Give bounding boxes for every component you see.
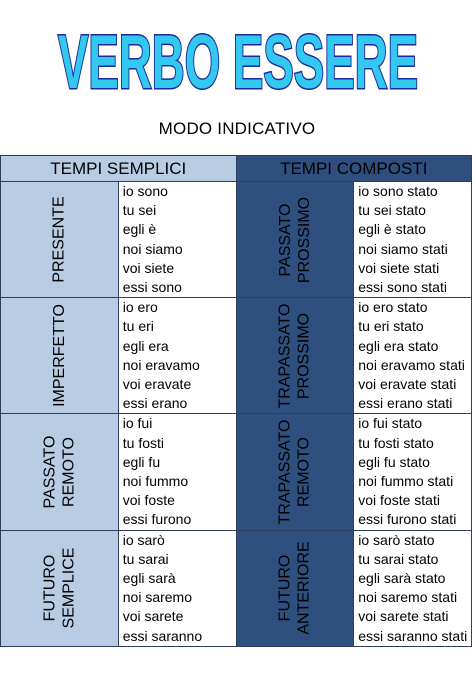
simple-tense-form: egli è: [122, 221, 157, 238]
simple-tense-form: voi sarete: [122, 608, 184, 625]
compound-tense-forms: [354, 182, 471, 297]
compound-tense-form: noi eravamo stati: [358, 356, 465, 373]
compound-tense-form: tu fosti stato: [358, 434, 434, 451]
compound-tense-form: voi siete stati: [358, 259, 440, 276]
compound-tense-label-line: ANTERIORE: [295, 541, 313, 635]
compound-tense-form: tu sarai stato: [358, 550, 439, 567]
simple-tense-label-text: [40, 436, 78, 509]
compound-tense-label-cell: [236, 298, 354, 414]
simple-tense-label-text: [40, 548, 78, 629]
compound-tense-form: egli sarà stato: [358, 570, 446, 587]
compound-tense-form: essi erano stati: [358, 395, 453, 412]
simple-tense-form: voi siete: [122, 259, 175, 276]
compound-tense-label-line: TRAPASSATO: [276, 419, 294, 525]
page-title: VERBO ESSERE: [58, 20, 418, 105]
compound-tense-label-text: [276, 303, 314, 408]
simple-tense-form: io ero: [122, 299, 158, 316]
compound-tense-form: essi furono stati: [358, 511, 457, 528]
simple-tense-label-text: [50, 304, 69, 407]
compound-tense-label-cell: [236, 530, 354, 646]
title-wordart: [48, 0, 428, 112]
compound-tense-label-line: REMOTO: [295, 437, 313, 508]
simple-tense-label-line: REMOTO: [60, 437, 78, 508]
simple-tense-form: essi erano: [122, 395, 188, 412]
compound-tense-form: egli fu stato: [358, 453, 430, 470]
simple-tense-label-cell: [1, 414, 119, 530]
simple-tense-label-line: PRESENTE: [50, 196, 68, 283]
simple-tense-form: egli era: [122, 337, 169, 354]
simple-tense-label-cell: [1, 182, 119, 298]
compound-tense-forms-cell: [354, 298, 472, 414]
compound-tense-form: voi eravate stati: [358, 376, 457, 393]
compound-tense-label-text: [276, 420, 314, 525]
simple-tense-forms: [119, 182, 236, 297]
compound-tense-label: [237, 183, 354, 297]
compound-tense-form: voi foste stati: [358, 492, 440, 509]
tense-row: [1, 298, 472, 414]
simple-tense-label-line: IMPERFETTO: [50, 304, 68, 408]
tense-row: [1, 182, 472, 298]
simple-tense-label-text: [50, 196, 69, 282]
compound-tense-label: [237, 531, 354, 645]
simple-tense-form: egli sarà: [122, 570, 176, 587]
compound-tense-form: tu eri stato: [358, 318, 424, 335]
simple-tense-form: egli fu: [122, 453, 161, 470]
simple-tense-label-line: FUTURO: [41, 554, 59, 622]
tense-row: [1, 530, 472, 646]
simple-tense-form: tu eri: [122, 318, 154, 335]
compound-tense-form: essi saranno stati: [358, 627, 468, 644]
simple-tense-label-cell: [1, 530, 119, 646]
simple-tense-form: tu sarai: [122, 550, 169, 567]
tense-row: [1, 414, 472, 530]
compound-tense-forms: [354, 298, 471, 413]
simple-tense-form: essi furono: [122, 511, 192, 528]
compound-tense-form: io sarò stato: [358, 531, 435, 548]
header-compound-tenses: TEMPI COMPOSTI: [236, 156, 472, 182]
simple-tense-forms: [119, 414, 236, 529]
compound-tense-form: io ero stato: [358, 299, 428, 316]
simple-tense-form: noi saremo: [122, 589, 193, 606]
simple-tense-forms-cell: [118, 182, 236, 298]
simple-tense-form: io sarò: [122, 531, 165, 548]
compound-tense-form: egli era stato: [358, 337, 439, 354]
simple-tense-label-line: SEMPLICE: [60, 547, 78, 629]
compound-tense-label-line: PROSSIMO: [295, 196, 313, 283]
compound-tense-form: tu sei stato: [358, 202, 426, 219]
simple-tense-form: tu sei: [122, 202, 157, 219]
compound-tense-forms-cell: [354, 414, 472, 530]
simple-tense-forms-cell: [118, 530, 236, 646]
header-simple-tenses: TEMPI SEMPLICI: [1, 156, 237, 182]
compound-tense-label-cell: [236, 414, 354, 530]
compound-tense-form: egli è stato: [358, 221, 426, 238]
simple-tense-forms-cell: [118, 414, 236, 530]
compound-tense-label-line: TRAPASSATO: [276, 303, 294, 409]
simple-tense-label: [1, 183, 118, 297]
compound-tense-label-line: PASSATO: [276, 203, 294, 277]
compound-tense-forms-cell: [354, 182, 472, 298]
compound-tense-form: essi sono stati: [358, 279, 447, 296]
simple-tense-form: noi eravamo: [122, 356, 200, 373]
simple-tense-form: voi eravate: [122, 376, 192, 393]
simple-tense-label: [1, 531, 118, 645]
simple-tense-label-line: PASSATO: [41, 435, 59, 509]
compound-tense-form: voi sarete stati: [358, 608, 449, 625]
simple-tense-form: io fui: [122, 415, 153, 432]
compound-tense-label-line: PROSSIMO: [295, 312, 313, 399]
simple-tense-form: noi fummo: [122, 473, 189, 490]
simple-tense-form: tu fosti: [122, 434, 164, 451]
compound-tense-forms: [354, 414, 471, 529]
conjugation-table: [0, 155, 472, 647]
simple-tense-forms: [119, 531, 236, 646]
compound-tense-label-cell: [236, 182, 354, 298]
compound-tense-form: noi siamo stati: [358, 240, 448, 257]
compound-tense-form: io sono stato: [358, 183, 438, 199]
compound-tense-form: noi saremo stati: [358, 589, 458, 606]
simple-tense-form: noi siamo: [122, 240, 183, 257]
compound-tense-label: [237, 415, 354, 529]
compound-tense-form: noi fummo stati: [358, 473, 454, 490]
compound-tense-label-line: FUTURO: [276, 554, 294, 622]
compound-tense-form: io fui stato: [358, 415, 423, 432]
simple-tense-form: io sono: [122, 183, 168, 199]
compound-tense-label: [237, 299, 354, 413]
simple-tense-form: essi sono: [122, 279, 182, 296]
simple-tense-forms: [119, 298, 236, 413]
compound-tense-forms-cell: [354, 530, 472, 646]
simple-tense-form: voi foste: [122, 492, 175, 509]
compound-tense-forms: [354, 531, 471, 646]
simple-tense-form: essi saranno: [122, 627, 203, 644]
simple-tense-label-cell: [1, 298, 119, 414]
subtitle: MODO INDICATIVO: [158, 119, 316, 138]
compound-tense-label-text: [276, 196, 314, 282]
compound-tense-label-text: [276, 542, 314, 635]
simple-tense-forms-cell: [118, 298, 236, 414]
simple-tense-label: [1, 299, 118, 413]
simple-tense-label: [1, 415, 118, 529]
